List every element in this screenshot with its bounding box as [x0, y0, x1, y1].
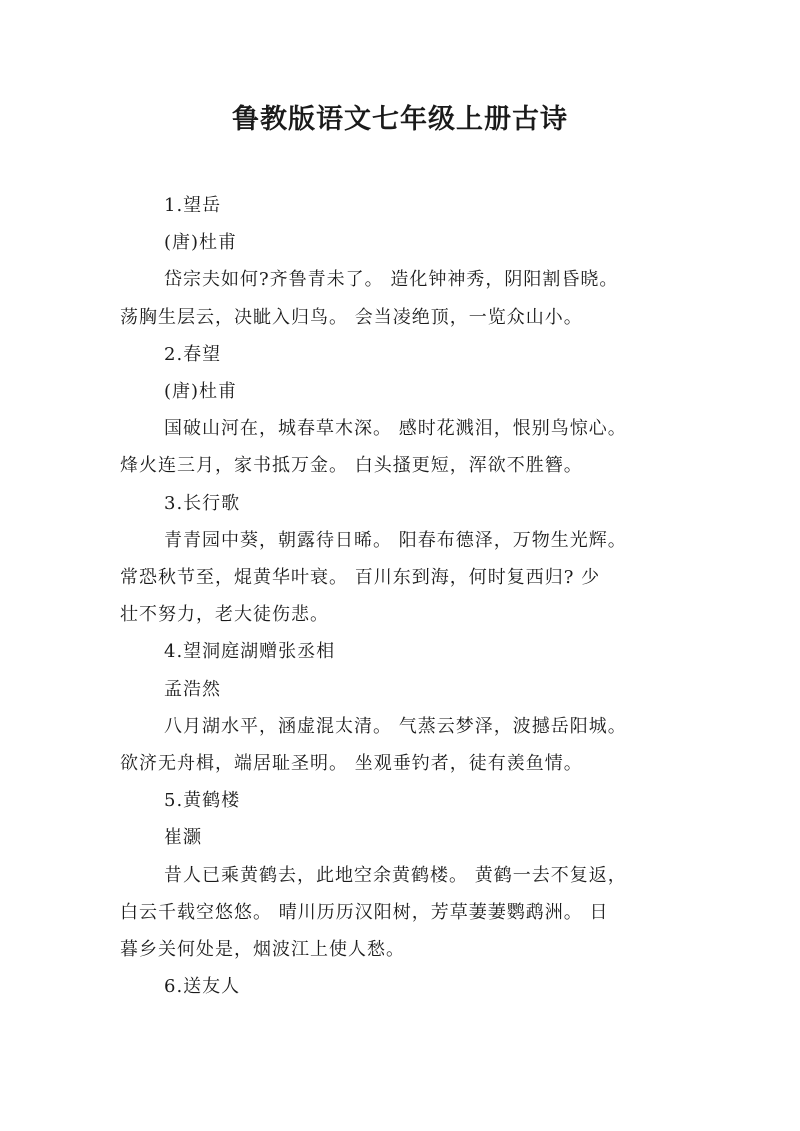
poem-5-text-line: 昔人已乘黄鹤去，此地空余黄鹤楼。 黄鹤一去不复返， — [164, 864, 627, 886]
poem-5-author: 崔灏 — [164, 827, 202, 849]
poem-6-heading: 6.送友人 — [164, 976, 241, 998]
poem-3-heading: 3.长行歌 — [164, 492, 241, 514]
poem-2-text-line: 国破山河在，城春草木深。 感时花溅泪，恨别鸟惊心。 — [164, 418, 627, 440]
poem-content — [120, 187, 700, 1005]
poem-1-text-line: 荡胸生层云，决眦入归鸟。 会当凌绝顶，一览众山小。 — [120, 306, 583, 328]
poem-4-text-line: 欲济无舟楫，端居耻圣明。 坐观垂钓者，徒有羡鱼情。 — [120, 753, 583, 775]
poem-5-heading: 5.黄鹤楼 — [164, 790, 241, 812]
poem-2-text-line: 烽火连三月，家书抵万金。 白头搔更短，浑欲不胜簪。 — [120, 455, 583, 477]
poem-1-author: (唐)杜甫 — [164, 232, 238, 254]
poem-3-text-line: 常恐秋节至，焜黄华叶衰。 百川东到海，何时复西归? 少 — [120, 567, 601, 589]
poem-5-text-line: 暮乡关何处是，烟波江上使人愁。 — [120, 939, 405, 961]
poem-4-author: 孟浩然 — [164, 678, 221, 700]
poem-2-heading: 2.春望 — [164, 343, 222, 365]
poem-1-text-line: 岱宗夫如何?齐鲁青未了。 造化钟神秀，阴阳割昏晓。 — [164, 269, 619, 291]
poem-3-text-line: 青青园中葵，朝露待日晞。 阳春布德泽，万物生光辉。 — [164, 529, 627, 551]
poem-4-text-line: 八月湖水平，涵虚混太清。 气蒸云梦泽，波撼岳阳城。 — [164, 715, 627, 737]
poem-3-text-line: 壮不努力，老大徒伤悲。 — [120, 604, 329, 626]
poem-2-author: (唐)杜甫 — [164, 381, 238, 403]
poem-1-heading: 1.望岳 — [164, 195, 222, 216]
page-title: 鲁教版语文七年级上册古诗 — [232, 104, 568, 135]
poem-4-heading: 4.望洞庭湖赠张丞相 — [164, 641, 336, 663]
poem-5-text-line: 白云千载空悠悠。 晴川历历汉阳树，芳草萋萋鹦鹉洲。 日 — [120, 901, 609, 923]
